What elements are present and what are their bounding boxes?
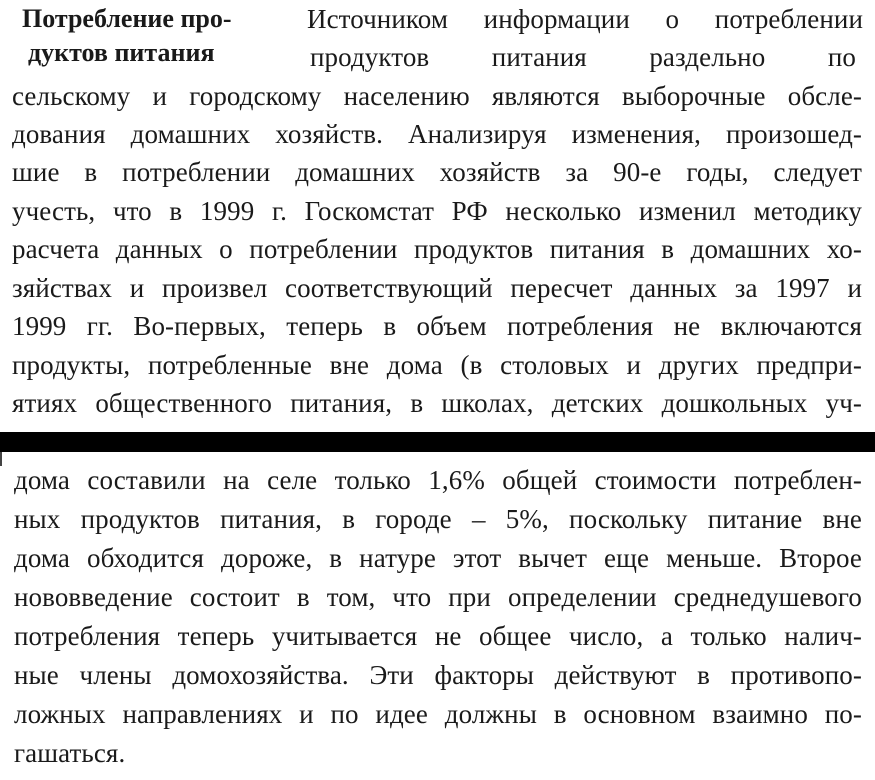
paragraph-line: ятиях общественного питания, в школах, детских дошкольных уч- <box>12 388 862 418</box>
paragraph-line: расчета данных о потреблении продуктов питания в домашних хо- <box>12 234 862 264</box>
paragraph-line: ложных направлениях и по идее должны в основном взаимно по- <box>14 699 862 729</box>
paragraph-line: ных продуктов питания, в городе – 5%, поскольку питание вне <box>14 504 862 534</box>
paragraph-line: дома обходится дороже, в натуре этот вычет еще меньше. Второе <box>14 543 862 573</box>
page-break-bar <box>0 432 875 452</box>
paragraph-line: продукты, потребленные вне дома (в столовых и других предпри- <box>12 350 862 380</box>
paragraph-line: гашаться. <box>14 738 126 768</box>
paragraph-line: нововведение состоит в том, что при определении среднедушевого <box>14 582 862 612</box>
side-heading-line-1: Потребление про- <box>22 4 232 33</box>
paragraph-line: 1999 гг. Во-первых, теперь в объем потребления не включаются <box>12 311 862 341</box>
paragraph-line: дома составили на селе только 1,6% общей стоимости потреблен- <box>14 465 862 495</box>
paragraph-line: зяйствах и произвел соответствующий пересчет данных за 1997 и <box>12 273 862 303</box>
paragraph-line: шие в потреблении домашних хозяйств за 90-е годы, следует <box>12 157 862 187</box>
paragraph-line: сельскому и городскому населению являются выборочные обсле- <box>12 81 862 111</box>
paragraph-line: потребления теперь учитывается не общее число, а только налич- <box>14 621 862 651</box>
paragraph-line: ные члены домохозяйства. Эти факторы действуют в противопо- <box>14 660 862 690</box>
crop-mark <box>0 452 8 466</box>
paragraph-line: Источником информации о потреблении <box>307 4 863 34</box>
paragraph-line: учесть, что в 1999 г. Госкомстат РФ несколько изменил методику <box>12 196 862 226</box>
paragraph-line: продуктов питания раздельно по <box>310 42 856 72</box>
side-heading-line-2: дуктов питания <box>28 38 215 67</box>
paragraph-line: дования домашних хозяйств. Анализируя изменения, произошед- <box>12 119 862 149</box>
